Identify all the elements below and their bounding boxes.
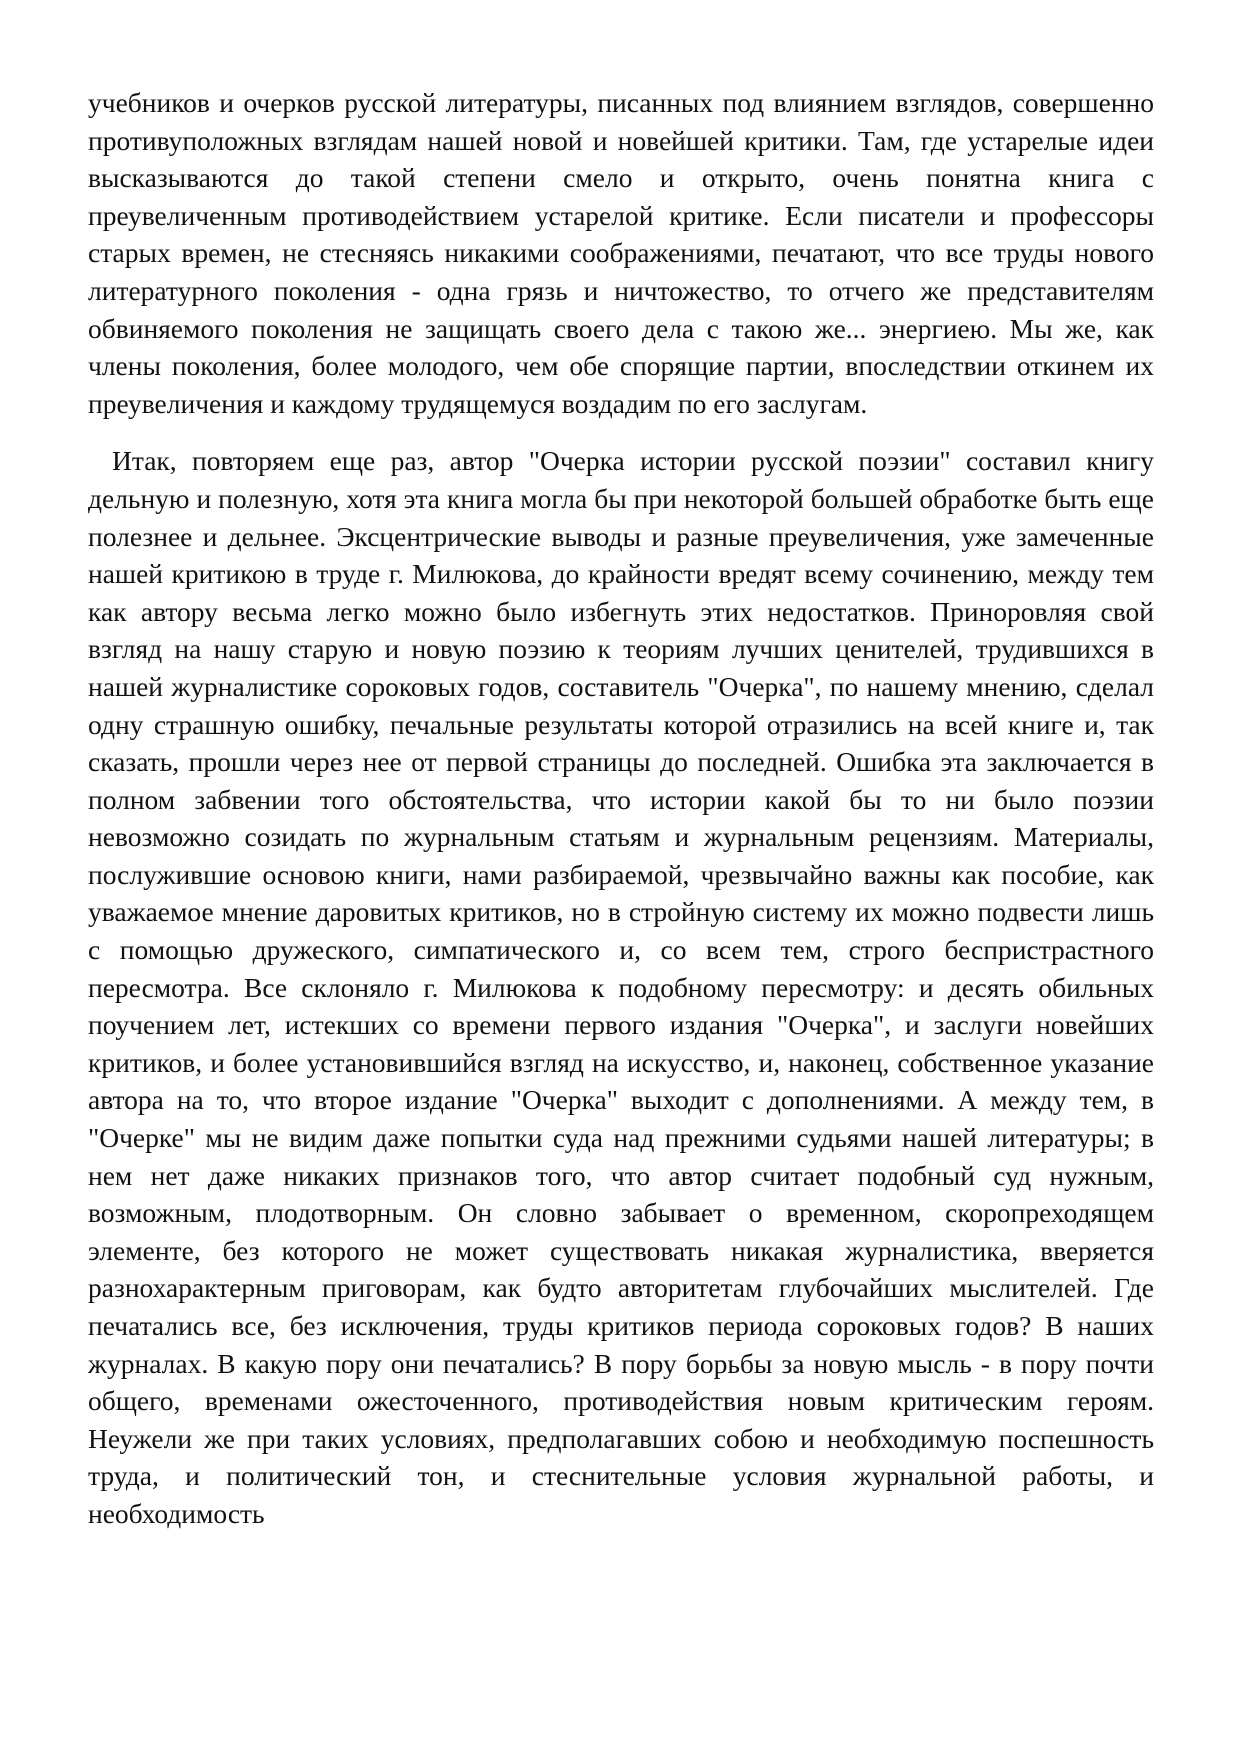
paragraph-2: Итак, повторяем еще раз, автор "Очерка истории русской поэзии" составил книгу дельную и полезную, хотя эта книга могла бы при некоторой большей обработке быть еще полезнее и дельнее. Эксцентрические выводы и разные преувеличения, уже замеченные нашей критикою в труде г. Милюкова, до крайности вредят всему сочинению, между тем как автору весьма легко можно было избегнуть этих недостатков. Приноровляя свой взгляд на нашу старую и новую поэзию к теориям лучших ценителей, трудившихся в нашей журналистике сороковых годов, составитель "Очерка", по нашему мнению, сделал одну страшную ошибку, печальные результаты которой отразились на всей книге и, так сказать, прошли через нее от первой страницы до последней. Ошибка эта заключается в полном забвении того обстоятельства, что истории какой бы то ни было поэзии невозможно созидать по журнальным статьям и журнальным рецензиям. Материалы, послужившие основою книги, нами разбираемой, чрезвычайно важны как пособие, как уважаемое мнение даровитых критиков, но в стройную систему их можно подвести лишь с помощью дружеского, симпатического и, со всем тем, строго беспристрастного пересмотра. Все склоняло г. Милюкова к подобному пересмотру: и десять обильных поучением лет, истекших со времени первого издания "Очерка", и заслуги новейших критиков, и более установившийся взгляд на искусство, и, наконец, собственное указание автора на то, что второе издание "Очерка" выходит с дополнениями. А между тем, в "Очерке" мы не видим даже попытки суда над прежними судьями нашей литературы; в нем нет даже никаких признаков того, что автор считает подобный суд нужным, возможным, плодотворным. Он словно забывает о временном, скоропреходящем элементе, без которого не может существовать никакая журналистика, вверяется разнохарактерным приговорам, как будто авторитетам глубочайших мыслителей. Где печатались все, без исключения, труды критиков периода сороковых годов? В наших журналах. В какую пору они печатались? В пору борьбы за новую мысль - в пору почти общего, временами ожесточенного, противодействия новым критическим героям. Неужели же при таких условиях, предполагавших собою и необходимую поспешность труда, и политический тон, и стеснительные условия журнальной работы, и необходимость (88, 445, 1154, 1529)
paragraph-1: учебников и очерков русской литературы, писанных под влиянием взглядов, совершенно противуположных взглядам нашей новой и новейшей критики. Там, где устарелые идеи высказываются до такой степени смело и открыто, очень понятна книга с преувеличенным противодействием устарелой критике. Если писатели и профессоры старых времен, не стесняясь никакими соображениями, печатают, что все труды нового литературного поколения - одна грязь и ничтожество, то отчего же представителям обвиняемого поколения не защищать своего дела с такою же... энергиею. Мы же, как члены поколения, более молодого, чем обе спорящие партии, впоследствии откинем их преувеличения и каждому трудящемуся воздадим по его заслугам. (88, 87, 1154, 419)
body-text (88, 84, 1154, 1533)
